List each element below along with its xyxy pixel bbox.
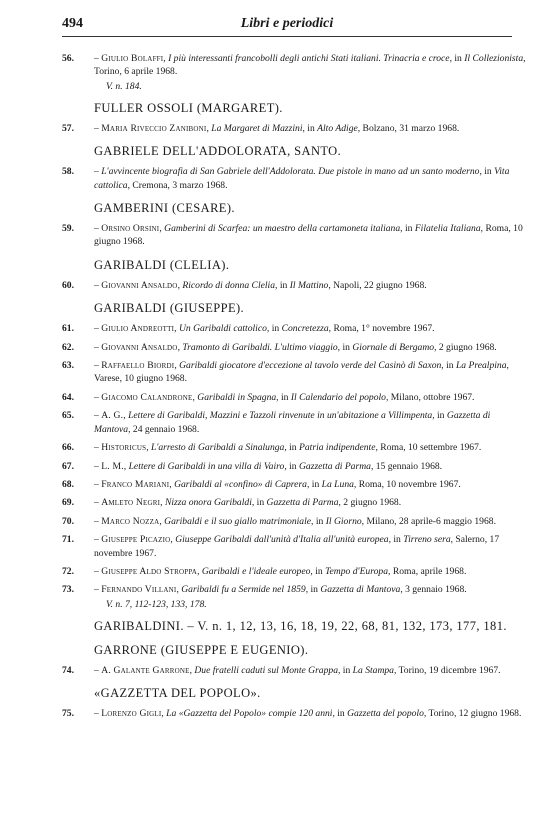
entry-number: 67.: [62, 460, 74, 472]
entry-author: Orsino Orsini: [101, 223, 160, 235]
entry-number: 68.: [62, 478, 74, 490]
subject-heading: «GAZZETTA DEL POPOLO».: [94, 686, 261, 701]
entry-publication: La Prealpina: [455, 360, 507, 372]
entry-author: L. M.: [101, 460, 124, 472]
entry-author: Fernando Villani: [101, 584, 177, 596]
entry-number: 70.: [62, 515, 74, 527]
entry-details: , 2 giugno 1968.: [338, 497, 402, 509]
entry-68: 68. – Franco Mariani, Garibaldi al «confino» di Caprera, in La Luna, Roma, 10 novembre 1967.: [62, 478, 461, 490]
entry-details: , Roma, 10 giugno 1968.: [94, 223, 523, 248]
entry-title: L'avvincente biografia di San Gabriele dell'Addolorata. Due pistole in mano ad un santo moderno: [101, 166, 480, 178]
entry-publication: Il Giorno: [325, 515, 362, 527]
entry-number: 57.: [62, 122, 74, 134]
entry-details: , Varese, 10 giugno 1968.: [94, 360, 509, 385]
entry-details: , Milano, 28 aprile-6 maggio 1968.: [361, 515, 496, 527]
entry-title: Giuseppe Garibaldi dall'unità d'Italia all'unità europea: [175, 534, 389, 546]
entry-details: , Roma, 10 novembre 1967.: [353, 478, 461, 490]
entry-title: Due fratelli caduti sul Monte Grappa: [194, 664, 338, 676]
entry-66: 66. – Historicus, L'arresto di Garibaldi a Sinalunga, in Patria indipendente, Roma, 10 settembre 1967.: [62, 442, 482, 454]
entry-number: 73.: [62, 584, 74, 596]
entry-publication: Tempo d'Europa: [325, 565, 389, 577]
entry-title: Garibaldi e l'ideale europeo: [201, 565, 311, 577]
entry-author: Raffaello Biordi: [101, 360, 175, 372]
cross-reference: V. n. 7, 112-123, 133, 178.: [106, 598, 207, 610]
subject-heading: GAMBERINI (CESARE).: [94, 201, 235, 216]
entry-author: Lorenzo Gigli: [101, 708, 162, 720]
entry-details: , Roma, 10 settembre 1967.: [375, 442, 482, 454]
subject-heading: FULLER OSSOLI (MARGARET).: [94, 100, 283, 115]
entry-63: 63. – Raffaello Biordi, Garibaldi giocatore d'eccezione al tavolo verde del Casinò di Saxon, in La Prealpina, Varese, 10 giugno 1968.: [62, 360, 509, 385]
entry-author: A. Galante Garrone: [101, 664, 190, 676]
entry-60: 60. – Giovanni Ansaldo, Ricordo di donna Clelia, in Il Mattino, Napoli, 22 giugno 1968.: [62, 279, 427, 291]
entry-number: 75.: [62, 708, 74, 720]
entry-publication: Gazzetta del popolo: [347, 708, 424, 720]
entry-70: 70. – Marco Nozza, Garibaldi e il suo giallo matrimoniale, in Il Giorno, Milano, 28 aprile-6 maggio 1968.: [62, 515, 496, 527]
entry-publication: La Stampa: [352, 664, 394, 676]
entry-62: 62. – Giovanni Ansaldo, Tramonto di Garibaldi. L'ultimo viaggio, in Giornale di Bergamo, 2 giugno 1968.: [62, 341, 497, 353]
entry-75: 75. – Lorenzo Gigli, La «Gazzetta del Popolo» compie 120 anni, in Gazzetta del popolo, Torino, 12 giugno 1968.: [62, 708, 522, 720]
entry-title: Nizza onora Garibaldi: [164, 497, 252, 509]
entry-title: Garibaldi al «confino» di Caprera: [174, 478, 307, 490]
entry-publication: Gazzetta di Mantova: [320, 584, 401, 596]
entry-title: L'arresto di Garibaldi a Sinalunga: [150, 442, 285, 454]
entry-details: , Milano, ottobre 1967.: [385, 391, 475, 403]
entry-number: 59.: [62, 223, 74, 235]
entry-65: 65. – A. G., Lettere di Garibaldi, Mazzini e Tazzoli rinvenute in un'abitazione a Villimpenta, in Gazzetta di Mantova, 24 gennaio 1968.: [62, 410, 491, 435]
entry-number: 60.: [62, 279, 74, 291]
entry-details: , Roma, aprile 1968.: [388, 565, 467, 577]
entry-publication: Gazzetta di Mantova: [94, 410, 491, 435]
entry-57: 57. – Maria Riveccio Zaniboni, La Margaret di Mazzini, in Alto Adige, Bolzano, 31 marzo 1968.: [62, 122, 460, 134]
entry-author: Giovanni Ansaldo: [101, 279, 178, 291]
entry-author: Marco Nozza: [101, 515, 160, 527]
bibliography-list: [62, 52, 528, 726]
entry-author: Giacomo Calandrone: [101, 391, 193, 403]
entry-details: , Cremona, 3 marzo 1968.: [127, 179, 228, 191]
entry-publication: Tirreno sera: [403, 534, 451, 546]
entry-number: 63.: [62, 360, 74, 372]
entry-author: Giuseppe Aldo Stroppa: [101, 565, 198, 577]
entry-title: Garibaldi e il suo giallo matrimoniale: [164, 515, 312, 527]
entry-publication: La Luna: [321, 478, 354, 490]
entry-details: , Torino, 6 aprile 1968.: [94, 53, 526, 78]
entry-details: , Roma, 1° novembre 1967.: [328, 323, 435, 335]
entry-number: 56.: [62, 53, 74, 64]
entry-publication: Concretezza: [281, 323, 329, 335]
entry-title: I più interessanti francobolli degli antichi Stati italiani. Trinacria e croce: [168, 53, 450, 64]
entry-title: Gamberini di Scarfea: un maestro della cartamoneta italiana: [164, 223, 401, 235]
entry-title: La Margaret di Mazzini: [211, 122, 303, 134]
entry-author: Maria Riveccio Zaniboni: [101, 122, 207, 134]
entry-number: 74.: [62, 664, 74, 676]
entry-number: 61.: [62, 323, 74, 335]
entry-publication: Alto Adige: [317, 122, 358, 134]
cross-reference: V. n. 184.: [106, 80, 142, 92]
subject-heading: GABRIELE DELL'ADDOLORATA, SANTO.: [94, 144, 342, 159]
entry-61: 61. – Giulio Andreotti, Un Garibaldi cattolico, in Concretezza, Roma, 1° novembre 1967.: [62, 323, 435, 335]
entry-publication: Vita cattolica: [94, 166, 510, 191]
entry-number: 62.: [62, 341, 74, 353]
entry-72: 72. – Giuseppe Aldo Stroppa, Garibaldi e l'ideale europeo, in Tempo d'Europa, Roma, aprile 1968.: [62, 565, 467, 577]
entry-author: Giulio Andreotti: [101, 323, 175, 335]
entry-details: , Torino, 12 giugno 1968.: [423, 708, 522, 720]
entry-title: Lettere di Garibaldi, Mazzini e Tazzoli rinvenute in un'abitazione a Villimpenta: [128, 410, 433, 422]
entry-details: , Bolzano, 31 marzo 1968.: [357, 122, 460, 134]
running-title: Libri e periodici: [240, 16, 334, 31]
entry-number: 66.: [62, 442, 74, 454]
entry-publication: Il Collezionista: [464, 53, 524, 64]
entry-publication: Gazzetta di Parma: [266, 497, 339, 509]
entry-69: 69. – Amleto Negri, Nizza onora Garibaldi, in Gazzetta di Parma, 2 giugno 1968.: [62, 497, 402, 509]
subject-heading: GARRONE (GIUSEPPE E EUGENIO).: [94, 642, 309, 657]
entry-number: 58.: [62, 166, 74, 178]
entry-details: , Torino, 19 dicembre 1967.: [393, 664, 501, 676]
entry-title: La «Gazzetta del Popolo» compie 120 anni: [166, 708, 333, 720]
entry-author: Historicus: [101, 442, 147, 454]
entry-publication: Il Mattino: [289, 279, 329, 291]
entry-56: 56. – Giulio Bolaffi, I più interessanti francobolli degli antichi Stati italiani. Trinacria e croce, in Il Collezionista, Torino, 6 aprile 1968.: [62, 53, 526, 78]
subject-heading: GARIBALDI (CLELIA).: [94, 257, 230, 272]
entry-58: 58. – L'avvincente biografia di San Gabriele dell'Addolorata. Due pistole in mano ad un santo moderno, in Vita cattolica, Cremona, 3 marzo 1968.: [62, 166, 510, 191]
entry-author: A. G.: [101, 410, 124, 422]
entry-author: Franco Mariani: [101, 478, 170, 490]
entry-59: 59. – Orsino Orsini, Gamberini di Scarfea: un maestro della cartamoneta italiana, in Filatelia Italiana, Roma, 10 giugno 1968.: [62, 223, 523, 248]
entry-author: Giovanni Ansaldo: [101, 341, 178, 353]
entry-details: , Salerno, 17 novembre 1967.: [94, 534, 500, 559]
entry-details: , 24 gennaio 1968.: [128, 423, 200, 435]
page-header: [62, 14, 512, 37]
entry-details: , Napoli, 22 giugno 1968.: [328, 279, 427, 291]
entry-details: , 3 gennaio 1968.: [400, 584, 467, 596]
entry-number: 69.: [62, 497, 74, 509]
page-number: 494: [62, 16, 83, 31]
entry-73: 73. – Fernando Villani, Garibaldi fu a Sermide nel 1859, in Gazzetta di Mantova, 3 gennaio 1968.: [62, 584, 467, 596]
entry-title: Un Garibaldi cattolico: [178, 323, 267, 335]
subject-heading: GARIBALDI (GIUSEPPE).: [94, 301, 245, 316]
entry-67: 67. – L. M., Lettere di Garibaldi in una villa di Vairo, in Gazzetta di Parma, 15 gennaio 1968.: [62, 460, 443, 472]
entry-author: Giuseppe Picazio: [101, 534, 171, 546]
entry-publication: Gazzetta di Parma: [298, 460, 371, 472]
entry-number: 64.: [62, 391, 74, 403]
entry-publication: Filatelia Italiana: [414, 223, 481, 235]
entry-74: 74. – A. Galante Garrone, Due fratelli caduti sul Monte Grappa, in La Stampa, Torino, 19 dicembre 1967.: [62, 664, 501, 676]
entry-64: 64. – Giacomo Calandrone, Garibaldi in Spagna, in Il Calendario del popolo, Milano, ottobre 1967.: [62, 391, 475, 403]
entry-number: 72.: [62, 565, 74, 577]
entry-publication: Il Calendario del popolo: [290, 391, 386, 403]
entry-title: Ricordo di donna Clelia: [182, 279, 276, 291]
entry-details: , 15 gennaio 1968.: [370, 460, 443, 472]
entry-number: 71.: [62, 534, 74, 546]
entry-title: Garibaldi fu a Sermide nel 1859: [181, 584, 306, 596]
entry-number: 65.: [62, 410, 74, 422]
entry-title: Tramonto di Garibaldi. L'ultimo viaggio: [182, 341, 338, 353]
entry-details: , 2 giugno 1968.: [434, 341, 497, 353]
entry-publication: Giornale di Bergamo: [352, 341, 435, 353]
entry-author: Giulio Bolaffi: [101, 53, 164, 64]
entry-71: 71. – Giuseppe Picazio, Giuseppe Garibaldi dall'unità d'Italia all'unità europea, in Tirreno sera, Salerno, 17 novembre 1967.: [62, 534, 500, 559]
entry-title: Garibaldi giocatore d'eccezione al tavolo verde del Casinò di Saxon: [179, 360, 442, 372]
entry-title: Garibaldi in Spagna: [197, 391, 277, 403]
subject-heading: GARIBALDINI. – V. n. 1, 12, 13, 16, 18, 19, 22, 68, 81, 132, 173, 177, 181.: [94, 618, 507, 633]
entry-author: Amleto Negri: [101, 497, 161, 509]
entry-publication: Patria indipendente: [299, 442, 376, 454]
entry-title: Lettere di Garibaldi in una villa di Vairo: [128, 460, 285, 472]
